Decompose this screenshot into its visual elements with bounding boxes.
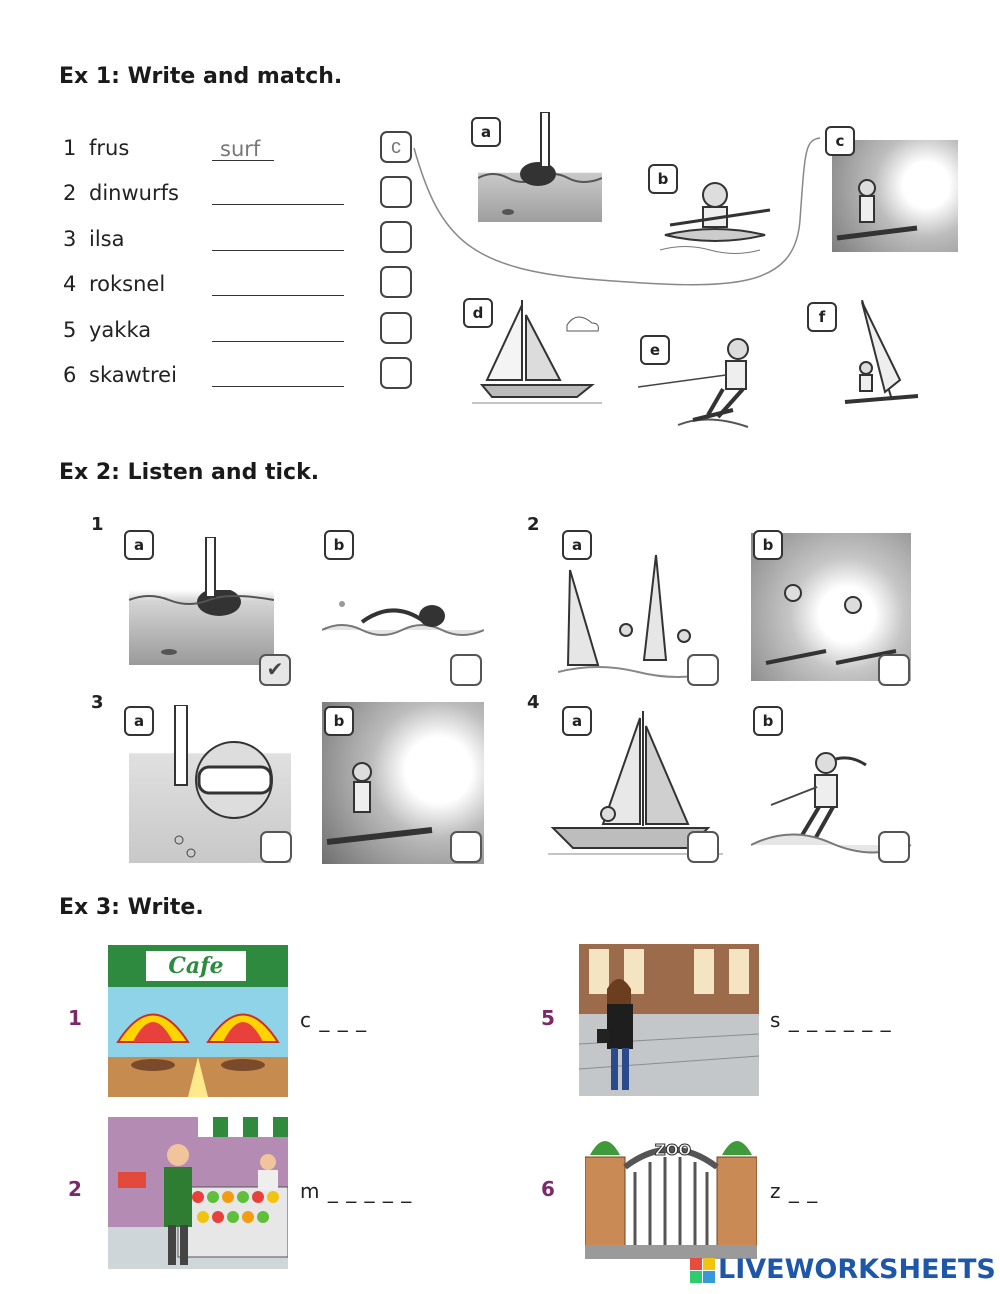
answer-input[interactable]: surf <box>212 137 274 161</box>
zoo-picture <box>585 1127 757 1259</box>
swimming-picture <box>322 590 484 645</box>
row-number: 2 <box>63 181 77 205</box>
liveworksheets-logo <box>690 1254 996 1288</box>
row-number: 5 <box>63 318 77 342</box>
word-clue[interactable]: m _ _ _ _ _ <box>300 1179 413 1203</box>
ex2-heading: Ex 2: Listen and tick. <box>59 460 320 485</box>
word-clue[interactable]: s _ _ _ _ _ _ <box>770 1008 892 1032</box>
snorkel-tube-icon <box>200 537 222 602</box>
option-label: a <box>124 530 154 560</box>
scrambled-word: frus <box>89 136 130 160</box>
tick-box[interactable] <box>450 654 482 686</box>
snorkel-tube-icon <box>535 112 555 172</box>
tick-box[interactable] <box>260 831 292 863</box>
tick-box[interactable] <box>687 654 719 686</box>
market-picture <box>108 1117 288 1269</box>
row-number: 3 <box>63 227 77 251</box>
picture-label: f <box>807 302 837 332</box>
ex1-heading: Ex 1: Write and match. <box>59 64 343 89</box>
question-number: 1 <box>91 514 104 535</box>
ex3-heading: Ex 3: Write. <box>59 895 204 920</box>
surf-picture <box>832 140 958 252</box>
question-number: 2 <box>527 514 540 535</box>
logo-text: LIVEWORKSHEETS <box>718 1254 996 1285</box>
answer-input[interactable] <box>212 227 344 251</box>
tick-box[interactable] <box>687 831 719 863</box>
option-label: a <box>562 706 592 736</box>
scrambled-word: ilsa <box>89 227 125 251</box>
option-label: b <box>324 530 354 560</box>
option-label: b <box>324 706 354 736</box>
row-number: 1 <box>63 136 77 160</box>
windsurf-picture <box>840 300 920 410</box>
logo-icon <box>690 1258 716 1284</box>
match-input[interactable] <box>380 357 412 389</box>
picture-label: c <box>825 126 855 156</box>
word-clue[interactable]: c _ _ _ <box>300 1008 368 1032</box>
item-number: 2 <box>68 1177 82 1201</box>
cafe-sign: Cafe <box>146 951 246 981</box>
question-number: 4 <box>527 692 540 713</box>
tick-box[interactable] <box>878 831 910 863</box>
match-input[interactable]: c <box>380 131 412 163</box>
zoo-sign: ZOO <box>654 1141 692 1159</box>
tick-box[interactable] <box>878 654 910 686</box>
option-label: b <box>753 530 783 560</box>
question-number: 3 <box>91 692 104 713</box>
picture-label: b <box>648 164 678 194</box>
station-picture <box>579 944 759 1096</box>
tick-box[interactable]: ✔ <box>259 654 291 686</box>
answer-input[interactable] <box>212 181 344 205</box>
item-number: 1 <box>68 1006 82 1030</box>
tick-box[interactable] <box>450 831 482 863</box>
option-label: a <box>562 530 592 560</box>
picture-label: a <box>471 117 501 147</box>
option-label: a <box>124 706 154 736</box>
item-number: 5 <box>541 1006 555 1030</box>
scrambled-word: skawtrei <box>89 363 177 387</box>
answer-input[interactable] <box>212 363 344 387</box>
match-input[interactable] <box>380 312 412 344</box>
answer-input[interactable] <box>212 318 344 342</box>
word-clue[interactable]: z _ _ <box>770 1179 819 1203</box>
row-number: 6 <box>63 363 77 387</box>
option-label: b <box>753 706 783 736</box>
answer-input[interactable] <box>212 272 344 296</box>
row-number: 4 <box>63 272 77 296</box>
picture-label: e <box>640 335 670 365</box>
cafe-picture <box>108 945 288 1097</box>
scrambled-word: roksnel <box>89 272 166 296</box>
item-number: 6 <box>541 1177 555 1201</box>
scrambled-word: dinwurfs <box>89 181 179 205</box>
picture-label: d <box>463 298 493 328</box>
scrambled-word: yakka <box>89 318 152 342</box>
